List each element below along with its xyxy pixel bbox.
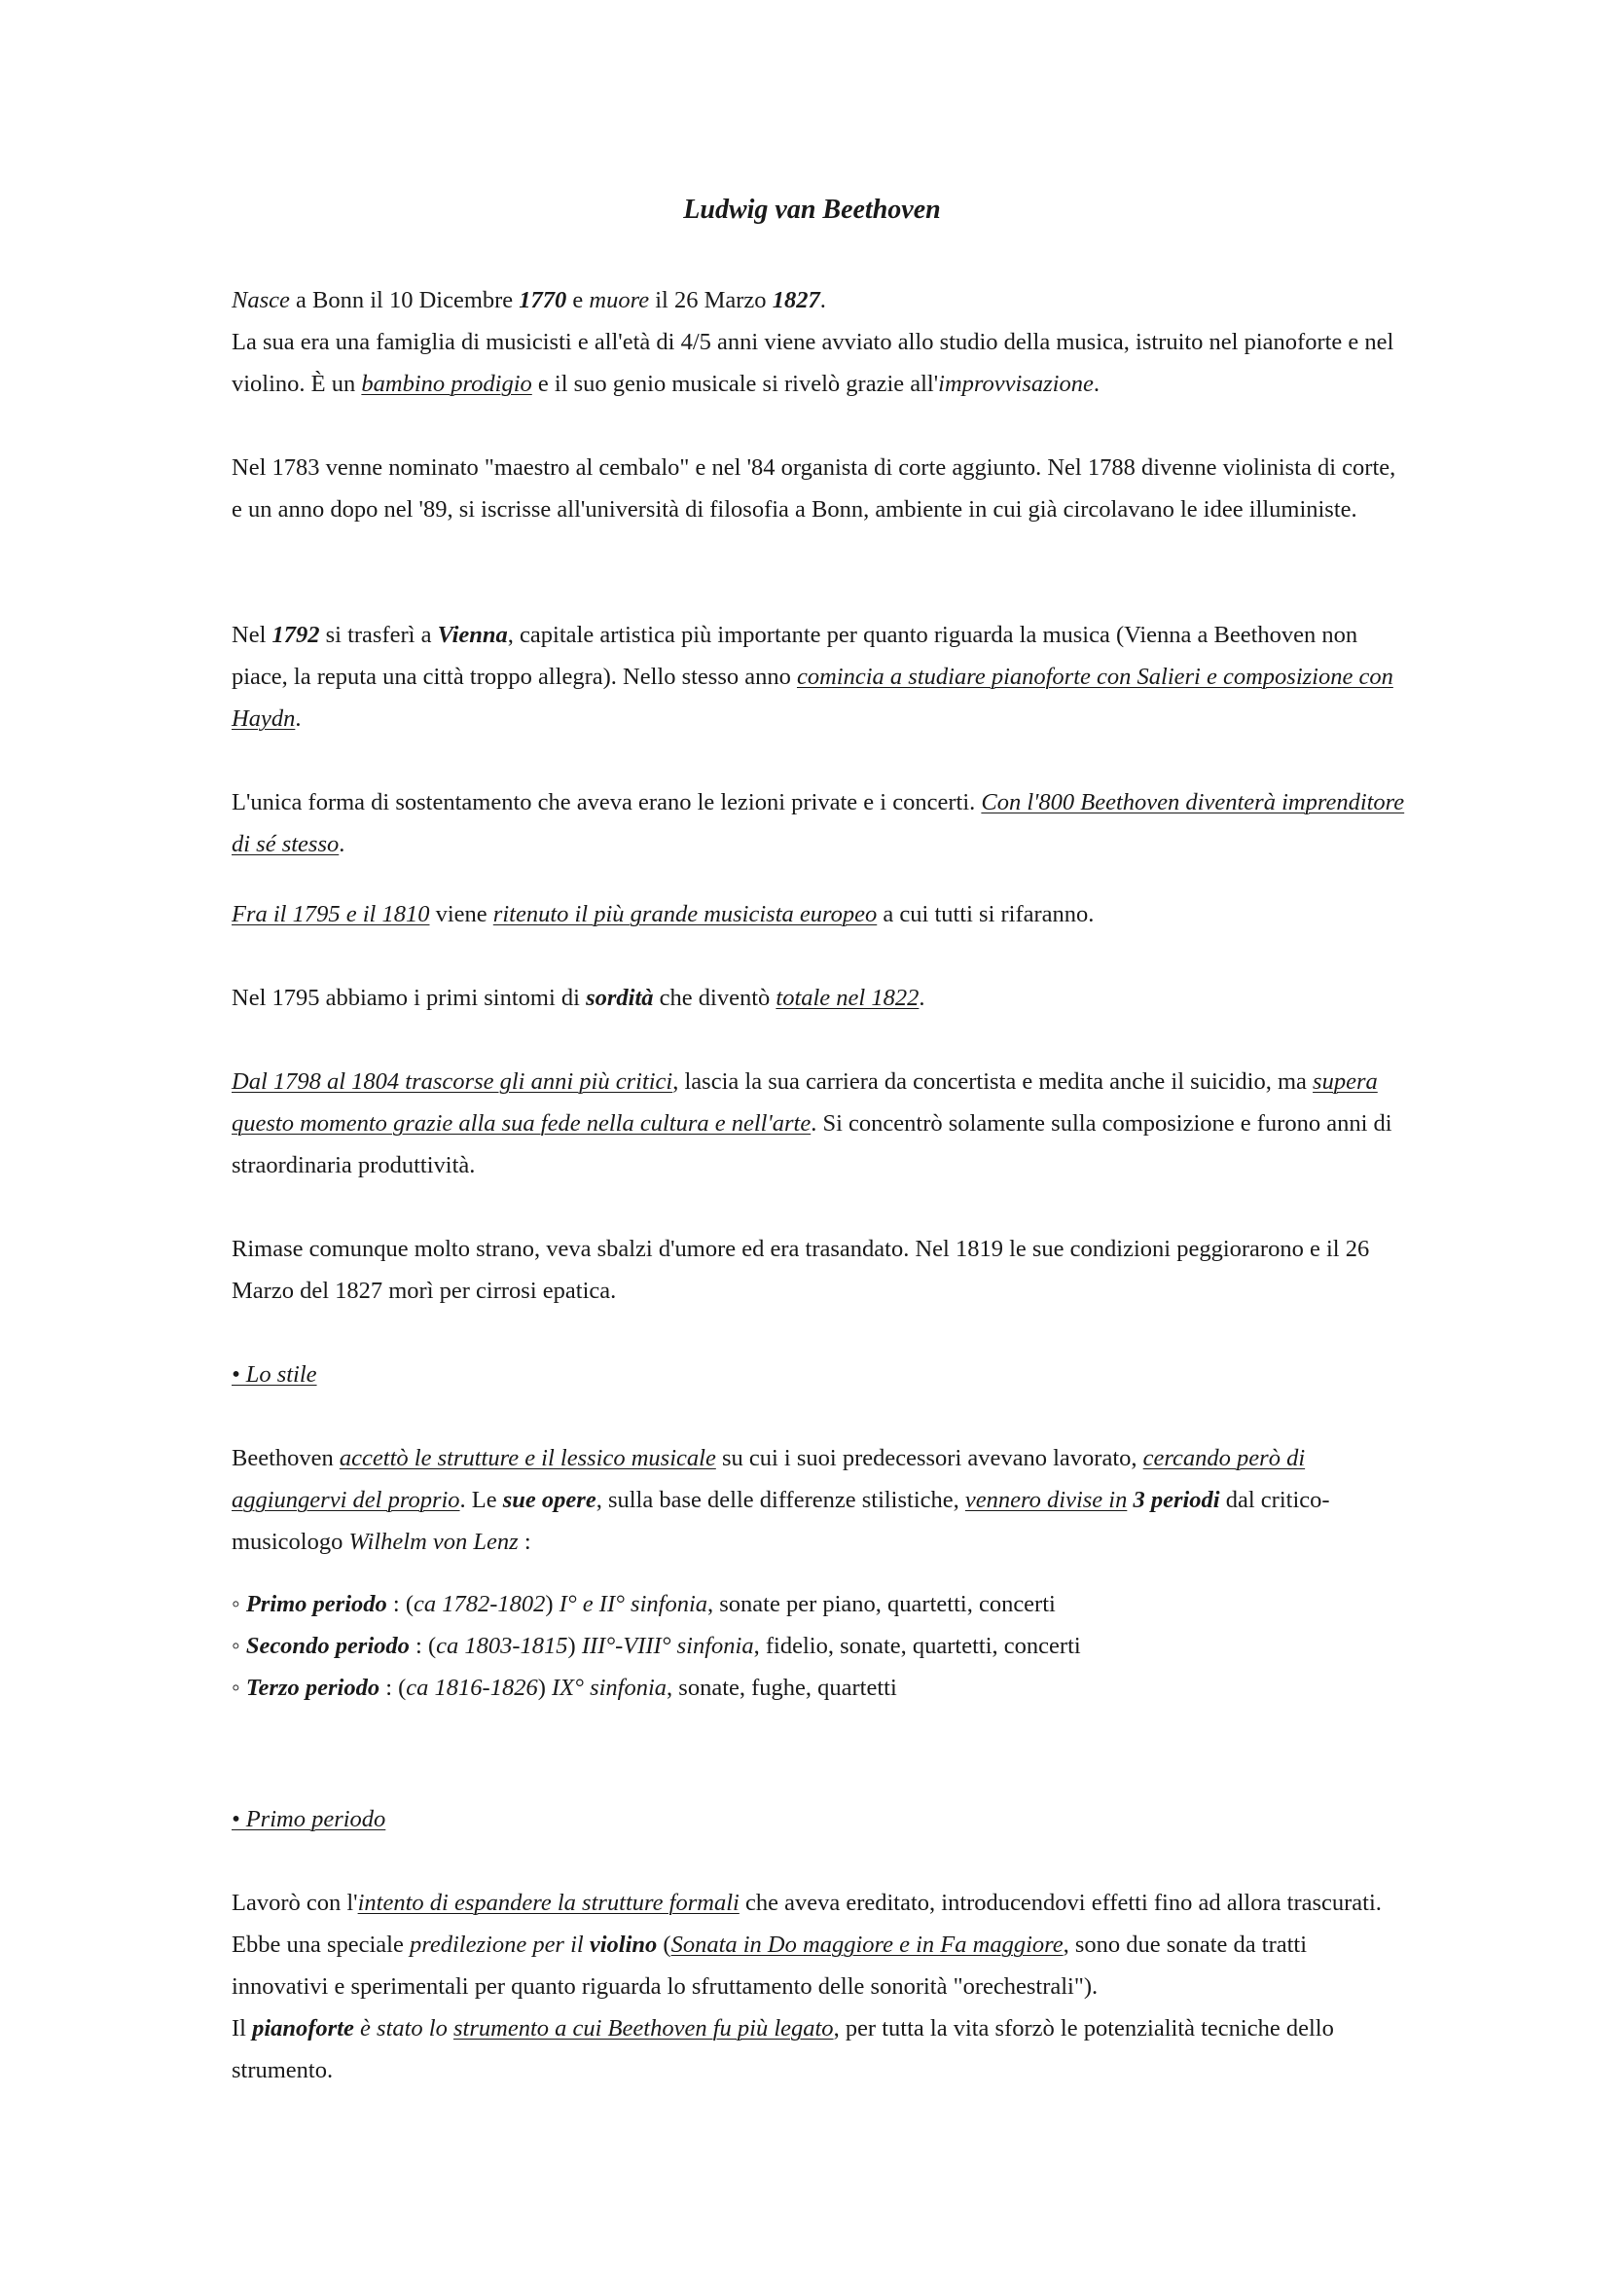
paragraph-violino [232,1924,1409,2007]
strutture-lessico: accettò le strutture e il lessico musicale [339,1445,716,1471]
paragraph-musicista-europeo [232,893,1409,935]
text-run: , sulla base delle differenze stilistiche, [595,1487,965,1513]
text-run: : ( [379,1675,407,1701]
totale-1822: totale nel 1822 [776,985,920,1011]
period-sinfonia: IX° sinfonia [552,1675,668,1701]
wilhelm-von-lenz: Wilhelm von Lenz [348,1529,519,1555]
paragraph-anni-critici [232,1061,1409,1186]
muore-word: muore [589,287,650,313]
text-run: . [295,705,302,732]
page-title: Ludwig van Beethoven [683,195,941,225]
text-run: ) [537,1675,553,1701]
text-run: . [819,287,826,313]
death-year: 1827 [772,287,820,313]
violino-word: violino [589,1932,658,1958]
text-run: si trasferì a [319,622,438,648]
text-run: L'unica forma di sostentamento che aveva erano le lezioni private e i concerti. [232,789,982,815]
years-1795-1810: Fra il 1795 e il 1810 [232,901,430,927]
text-run: dal critico-musicologo [232,1487,1330,1555]
text-run: , lascia la sua carriera da concertista e medita anche il suicidio, ma [672,1068,1314,1095]
salieri-haydn-study: comincia a studiare pianoforte con Salieri e composizione con Haydn [232,664,1393,732]
sordita-word: sordità [586,985,654,1011]
birth-year: 1770 [519,287,567,313]
text-run: . [339,831,345,857]
vennero-divise: vennero divise in [964,1487,1128,1513]
period-range: ca 1782-1802 [414,1591,546,1617]
text-run: . Si concentrò solamente sulla composizione e furono anni di straordinaria produttività. [232,1110,1392,1178]
nasce-word: Nasce [232,287,290,313]
list-item [232,1667,1409,1709]
text-run: : ( [386,1591,414,1617]
period-works: , sonate, fughe, quartetti [667,1675,897,1701]
text-run: a cui tutti si rifaranno. [877,901,1095,927]
text-run: Ebbe una speciale [232,1932,410,1958]
predilezione-phrase: predilezione per il [409,1932,584,1958]
bullet-icon: ◦ [232,1675,246,1701]
period-name: Secondo periodo [245,1633,410,1659]
paragraph-vienna [232,614,1409,740]
sonata-titles: Sonata in Do maggiore e in Fa maggiore [670,1932,1064,1958]
paragraph-pianoforte [232,2007,1409,2091]
periods-list [232,1583,1409,1709]
section-stile [232,1354,1409,1395]
text-run: il 26 Marzo [649,287,773,313]
birth-death-line [232,279,1409,321]
pianoforte-word: pianoforte [252,2015,354,2041]
period-works: , fidelio, sonate, quartetti, concerti [753,1633,1081,1659]
improvvisazione: improvvisazione [938,371,1094,397]
text-run: Il [232,2015,253,2041]
text-run: . [1093,371,1100,397]
text-run: Beethoven [232,1445,340,1471]
text-run: ) [545,1591,559,1617]
sue-opere: sue opere [502,1487,596,1513]
period-range: ca 1816-1826 [406,1675,538,1701]
bullet-icon: ◦ [232,1591,246,1617]
year-1792: 1792 [271,622,320,648]
stato-lo-phrase: è stato lo [360,2015,448,2041]
vienna-word: Vienna [437,622,508,648]
list-item [232,1583,1409,1625]
paragraph-sostentamento [232,781,1409,865]
text-run: Lavorò con l' [232,1890,358,1916]
period-range: ca 1803-1815 [436,1633,568,1659]
bambino-prodigio: bambino prodigio [361,371,532,397]
text-run: Nel 1795 abbiamo i primi sintomi di [232,985,587,1011]
text-run: a Bonn il 10 Dicembre [289,287,520,313]
list-item [232,1625,1409,1667]
paragraph-primo-periodo [232,1882,1409,2091]
paragraph-morte: Rimase comunque molto strano, veva sbalzi d'umore ed era trasandato. Nel 1819 le sue condizioni peggiorarono e il 26 Marzo del 1827 morì per cirrosi epatica. [232,1236,1370,1304]
text-run: , sono due sonate da tratti innovativi e sperimentali per quanto riguarda lo sfruttamento delle sonorità "orechestrali"). [232,1932,1308,2000]
section-primo-periodo [232,1798,1409,1840]
text-run: Nel [232,622,272,648]
supera-momento-phrase: supera questo momento grazie alla sua fede nella cultura e nell'arte [232,1068,1378,1137]
bullet-icon: ◦ [232,1633,246,1659]
text-run: e il suo genio musicale si rivelò grazie all' [531,371,939,397]
paragraph-1783: Nel 1783 venne nominato "maestro al cembalo" e nel '84 organista di corte aggiunto. Nel 1788 divenne violinista di corte, e un anno dopo nel '89, si iscrisse all'università di filosofia a Bonn, ambiente in cui già circolavano le idee illuministe. [232,454,1396,523]
strumento-legato-phrase: strumento a cui Beethoven fu più legato [453,2015,834,2041]
text-run: ( [657,1932,671,1958]
period-sinfonia: III°-VIII° sinfonia [581,1633,754,1659]
text-run: . [919,985,925,1011]
text-run: che diventò [653,985,776,1011]
text-run: . Le [459,1487,503,1513]
paragraph-sordita [232,977,1409,1019]
imprenditore-phrase: Con l'800 Beethoven diventerà imprenditore di sé stesso [232,789,1405,857]
intro-paragraph [232,279,1409,405]
anni-critici-phrase: Dal 1798 al 1804 trascorse gli anni più critici [232,1068,673,1095]
period-name: Terzo periodo [245,1675,380,1701]
tre-periodi: 3 periodi [1133,1487,1220,1513]
text-run: , capitale artistica più importante per quanto riguarda la musica (Vienna a Beethoven non piace, la reputa una città troppo allegra). Nello stesso anno [232,622,1358,690]
text-run: che aveva ereditato, introducendovi effetti fino ad allora trascurati. [739,1890,1382,1916]
text-run: , per tutta la vita sforzò le potenzialità tecniche dello strumento. [232,2015,1334,2083]
family-line [232,321,1409,405]
paragraph-stile [232,1437,1409,1563]
period-sinfonia: I° e II° sinfonia [559,1591,707,1617]
text-run: : [518,1529,531,1555]
paragraph-intento [232,1882,1409,1924]
text-run: e [566,287,590,313]
cercando-proprio: cercando però di aggiungervi del proprio [232,1445,1306,1513]
heading-lo-stile: • Lo stile [232,1361,317,1388]
period-works: , sonate per piano, quartetti, concerti [707,1591,1056,1617]
text-run: viene [429,901,493,927]
heading-primo-periodo: • Primo periodo [232,1806,386,1832]
text-run: ) [567,1633,582,1659]
text-run: : ( [409,1633,437,1659]
text-run: La sua era una famiglia di musicisti e all'età di 4/5 anni viene avviato allo studio della musica, istruito nel pianoforte e nel violino. È un [232,329,1394,397]
intento-phrase: intento di espandere la strutture formali [357,1890,740,1916]
period-name: Primo periodo [245,1591,387,1617]
grande-musicista: ritenuto il più grande musicista europeo [492,901,878,927]
text-run: su cui i suoi predecessori avevano lavorato, [715,1445,1143,1471]
